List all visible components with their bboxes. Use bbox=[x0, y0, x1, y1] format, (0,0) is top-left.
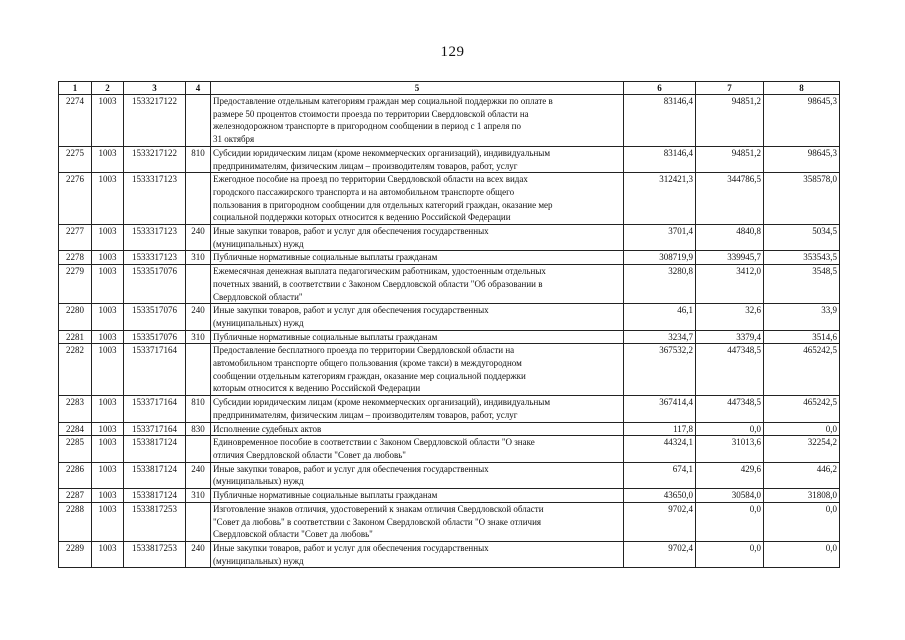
amount-col-7: 4840,8 bbox=[696, 225, 764, 251]
description-text: Изготовление знаков отличия, удостоверений к знакам отличия Свердловской области "Совет да любовь" в соответствии с Законом Свердловской области "О знаке отличия Свердловской области "Совет да любовь" bbox=[213, 503, 544, 540]
table-row bbox=[59, 502, 840, 541]
target-article-code: 1533717164 bbox=[124, 396, 186, 422]
description-text: Ежегодное пособие на проезд по территории Свердловской области на всех видах городского пассажирского транспорта и на автомобильном транспорте общего пользования в пригородном сообщении для отдельных категорий граждан, оказание мер социальной поддержки которых относится к ведению Российской Федерации bbox=[213, 174, 553, 223]
description bbox=[211, 489, 624, 503]
description bbox=[211, 502, 624, 541]
description-text: Субсидии юридическим лицам (кроме некоммерческих организаций), индивидуальным предпринимателям, физическим лицам – производителям товаров, работ, услуг bbox=[213, 397, 551, 420]
section-code: 1003 bbox=[92, 462, 124, 488]
amount-col-8: 3514,6 bbox=[764, 330, 840, 344]
amount-col-8: 0,0 bbox=[764, 422, 840, 436]
amount-col-8: 98645,3 bbox=[764, 146, 840, 172]
amount-col-7: 429,6 bbox=[696, 462, 764, 488]
amount-col-7: 3412,0 bbox=[696, 265, 764, 304]
row-number: 2282 bbox=[59, 344, 92, 396]
description-text: Предоставление отдельным категориям граждан мер социальной поддержки по оплате в размере 50 процентов стоимости проезда по территории Свердловской области на железнодорожном транспорте в пригородном сообщении в период с 1 апреля по 31 октября bbox=[213, 96, 553, 145]
description-text: Публичные нормативные социальные выплаты гражданам bbox=[213, 490, 438, 501]
amount-col-6: 3234,7 bbox=[624, 330, 696, 344]
expense-type-code bbox=[186, 95, 211, 147]
amount-col-6: 44324,1 bbox=[624, 436, 696, 462]
row-number: 2289 bbox=[59, 541, 92, 567]
target-article-code: 1533517076 bbox=[124, 265, 186, 304]
section-code: 1003 bbox=[92, 225, 124, 251]
section-code: 1003 bbox=[92, 422, 124, 436]
expense-type-code: 830 bbox=[186, 422, 211, 436]
amount-col-7: 32,6 bbox=[696, 304, 764, 330]
amount-col-6: 46,1 bbox=[624, 304, 696, 330]
row-number: 2274 bbox=[59, 95, 92, 147]
amount-col-6: 367414,4 bbox=[624, 396, 696, 422]
description bbox=[211, 146, 624, 172]
description bbox=[211, 95, 624, 147]
header-col-4: 4 bbox=[186, 82, 211, 95]
amount-col-7: 31013,6 bbox=[696, 436, 764, 462]
amount-col-7: 339945,7 bbox=[696, 251, 764, 265]
amount-col-6: 3280,8 bbox=[624, 265, 696, 304]
amount-col-7: 94851,2 bbox=[696, 146, 764, 172]
description bbox=[211, 422, 624, 436]
row-number: 2285 bbox=[59, 436, 92, 462]
amount-col-6: 9702,4 bbox=[624, 502, 696, 541]
table-row bbox=[59, 396, 840, 422]
target-article-code: 1533817124 bbox=[124, 489, 186, 503]
expense-type-code bbox=[186, 502, 211, 541]
target-article-code: 1533817253 bbox=[124, 502, 186, 541]
description bbox=[211, 396, 624, 422]
expense-type-code bbox=[186, 173, 211, 225]
description-text: Субсидии юридическим лицам (кроме некоммерческих организаций), индивидуальным предпринимателям, физическим лицам – производителям товаров, работ, услуг bbox=[213, 147, 551, 171]
description bbox=[211, 251, 624, 265]
table-row bbox=[59, 265, 840, 304]
expense-type-code: 240 bbox=[186, 462, 211, 488]
row-number: 2280 bbox=[59, 304, 92, 330]
target-article-code: 1533517076 bbox=[124, 330, 186, 344]
target-article-code: 1533717164 bbox=[124, 344, 186, 396]
expense-type-code bbox=[186, 344, 211, 396]
amount-col-8: 3548,5 bbox=[764, 265, 840, 304]
table-row bbox=[59, 462, 840, 488]
section-code: 1003 bbox=[92, 541, 124, 567]
amount-col-7: 3379,4 bbox=[696, 330, 764, 344]
page-number: 129 bbox=[440, 44, 465, 60]
amount-col-8: 31808,0 bbox=[764, 489, 840, 503]
amount-col-8: 98645,3 bbox=[764, 95, 840, 147]
table-row bbox=[59, 95, 840, 147]
table-row bbox=[59, 251, 840, 265]
section-code: 1003 bbox=[92, 436, 124, 462]
section-code: 1003 bbox=[92, 489, 124, 503]
amount-col-8: 446,2 bbox=[764, 462, 840, 488]
description bbox=[211, 436, 624, 462]
target-article-code: 1533317123 bbox=[124, 173, 186, 225]
amount-col-6: 3701,4 bbox=[624, 225, 696, 251]
amount-col-8: 358578,0 bbox=[764, 173, 840, 225]
expense-type-code: 240 bbox=[186, 541, 211, 567]
header-col-5: 5 bbox=[211, 82, 624, 95]
expense-type-code bbox=[186, 436, 211, 462]
amount-col-6: 117,8 bbox=[624, 422, 696, 436]
header-col-8: 8 bbox=[764, 82, 840, 95]
table-row bbox=[59, 344, 840, 396]
section-code: 1003 bbox=[92, 251, 124, 265]
description bbox=[211, 462, 624, 488]
description-text: Исполнение судебных актов bbox=[213, 423, 322, 434]
amount-col-6: 9702,4 bbox=[624, 541, 696, 567]
table-row bbox=[59, 541, 840, 567]
description-text: Публичные нормативные социальные выплаты гражданам bbox=[213, 252, 438, 263]
table-body bbox=[59, 95, 840, 568]
target-article-code: 1533817124 bbox=[124, 462, 186, 488]
expense-type-code: 810 bbox=[186, 396, 211, 422]
target-article-code: 1533517076 bbox=[124, 304, 186, 330]
expense-type-code: 810 bbox=[186, 146, 211, 172]
section-code: 1003 bbox=[92, 265, 124, 304]
amount-col-7: 94851,2 bbox=[696, 95, 764, 147]
amount-col-6: 367532,2 bbox=[624, 344, 696, 396]
description bbox=[211, 304, 624, 330]
amount-col-7: 0,0 bbox=[696, 502, 764, 541]
row-number: 2286 bbox=[59, 462, 92, 488]
table-row bbox=[59, 146, 840, 172]
amount-col-8: 353543,5 bbox=[764, 251, 840, 265]
row-number: 2284 bbox=[59, 422, 92, 436]
section-code: 1003 bbox=[92, 146, 124, 172]
description-text: Иные закупки товаров, работ и услуг для обеспечения государственных (муниципальных) нужд bbox=[213, 226, 489, 249]
description-text: Ежемесячная денежная выплата педагогическим работникам, удостоенным отдельных почетных званий, в соответствии с Законом Свердловской области "Об образовании в Свердловской области" bbox=[213, 266, 546, 302]
header-col-7: 7 bbox=[696, 82, 764, 95]
expense-type-code bbox=[186, 265, 211, 304]
amount-col-8: 5034,5 bbox=[764, 225, 840, 251]
amount-col-6: 312421,3 bbox=[624, 173, 696, 225]
target-article-code: 1533817253 bbox=[124, 541, 186, 567]
header-col-2: 2 bbox=[92, 82, 124, 95]
header-col-1: 1 bbox=[59, 82, 92, 95]
amount-col-8: 33,9 bbox=[764, 304, 840, 330]
header-col-6: 6 bbox=[624, 82, 696, 95]
amount-col-7: 0,0 bbox=[696, 422, 764, 436]
budget-table bbox=[58, 81, 840, 568]
expense-type-code: 310 bbox=[186, 489, 211, 503]
section-code: 1003 bbox=[92, 344, 124, 396]
expense-type-code: 310 bbox=[186, 330, 211, 344]
description bbox=[211, 330, 624, 344]
description-text: Предоставление бесплатного проезда по территории Свердловской области на автомобильном транспорте общего пользования (кроме такси) в междугородном сообщении отдельным категориям граждан, оказание мер социальной поддержки которым относится к ведению Российской Федерации bbox=[213, 345, 526, 394]
section-code: 1003 bbox=[92, 330, 124, 344]
row-number: 2288 bbox=[59, 502, 92, 541]
description bbox=[211, 344, 624, 396]
amount-col-6: 308719,9 bbox=[624, 251, 696, 265]
expense-type-code: 240 bbox=[186, 304, 211, 330]
amount-col-6: 43650,0 bbox=[624, 489, 696, 503]
target-article-code: 1533717164 bbox=[124, 422, 186, 436]
row-number: 2281 bbox=[59, 330, 92, 344]
row-number: 2287 bbox=[59, 489, 92, 503]
row-number: 2283 bbox=[59, 396, 92, 422]
description-text: Единовременное пособие в соответствии с Законом Свердловской области "О знаке отличия Свердловской области "Совет да любовь" bbox=[213, 437, 535, 460]
amount-col-7: 447348,5 bbox=[696, 396, 764, 422]
description bbox=[211, 541, 624, 567]
row-number: 2279 bbox=[59, 265, 92, 304]
table-row bbox=[59, 489, 840, 503]
expense-type-code: 310 bbox=[186, 251, 211, 265]
table-row bbox=[59, 422, 840, 436]
description-text: Публичные нормативные социальные выплаты гражданам bbox=[213, 331, 438, 342]
description bbox=[211, 265, 624, 304]
row-number: 2276 bbox=[59, 173, 92, 225]
amount-col-6: 83146,4 bbox=[624, 95, 696, 147]
section-code: 1003 bbox=[92, 396, 124, 422]
amount-col-7: 447348,5 bbox=[696, 344, 764, 396]
amount-col-7: 344786,5 bbox=[696, 173, 764, 225]
table-row bbox=[59, 225, 840, 251]
target-article-code: 1533217122 bbox=[124, 95, 186, 147]
description-text: Иные закупки товаров, работ и услуг для обеспечения государственных (муниципальных) нужд bbox=[213, 542, 489, 566]
target-article-code: 1533817124 bbox=[124, 436, 186, 462]
section-code: 1003 bbox=[92, 304, 124, 330]
description bbox=[211, 173, 624, 225]
section-code: 1003 bbox=[92, 173, 124, 225]
header-row bbox=[59, 82, 840, 95]
row-number: 2277 bbox=[59, 225, 92, 251]
row-number: 2275 bbox=[59, 146, 92, 172]
amount-col-7: 30584,0 bbox=[696, 489, 764, 503]
target-article-code: 1533317123 bbox=[124, 251, 186, 265]
table-row bbox=[59, 330, 840, 344]
description bbox=[211, 225, 624, 251]
description-text: Иные закупки товаров, работ и услуг для обеспечения государственных (муниципальных) нужд bbox=[213, 463, 489, 487]
header-col-3: 3 bbox=[124, 82, 186, 95]
expense-type-code: 240 bbox=[186, 225, 211, 251]
target-article-code: 1533217122 bbox=[124, 146, 186, 172]
table-row bbox=[59, 173, 840, 225]
table-row bbox=[59, 436, 840, 462]
description-text: Иные закупки товаров, работ и услуг для обеспечения государственных (муниципальных) нужд bbox=[213, 305, 489, 328]
table-row bbox=[59, 304, 840, 330]
row-number: 2278 bbox=[59, 251, 92, 265]
amount-col-8: 465242,5 bbox=[764, 344, 840, 396]
amount-col-6: 674,1 bbox=[624, 462, 696, 488]
target-article-code: 1533317123 bbox=[124, 225, 186, 251]
amount-col-8: 32254,2 bbox=[764, 436, 840, 462]
amount-col-8: 0,0 bbox=[764, 502, 840, 541]
section-code: 1003 bbox=[92, 502, 124, 541]
section-code: 1003 bbox=[92, 95, 124, 147]
amount-col-6: 83146,4 bbox=[624, 146, 696, 172]
amount-col-8: 465242,5 bbox=[764, 396, 840, 422]
amount-col-8: 0,0 bbox=[764, 541, 840, 567]
amount-col-7: 0,0 bbox=[696, 541, 764, 567]
